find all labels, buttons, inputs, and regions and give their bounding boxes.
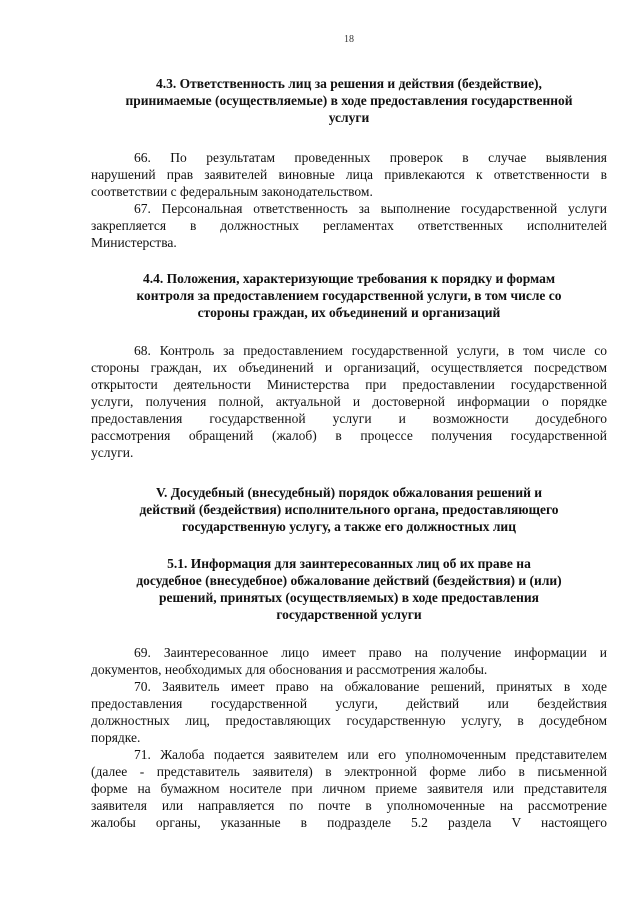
text-line: 67. Персональная ответственность за выполнение государственной услуги	[134, 201, 607, 216]
heading-line: 5.1. Информация для заинтересованных лиц об их праве на	[167, 556, 531, 571]
heading-line: V. Досудебный (внесудебный) порядок обжалования решений и	[155, 485, 543, 500]
heading-line: государственной услуги	[276, 607, 422, 622]
section-heading-v	[91, 484, 607, 535]
section-heading-4-4	[91, 270, 607, 321]
text-line: порядке.	[91, 730, 141, 745]
text-line: услуги.	[91, 445, 134, 460]
page-number: 18	[344, 34, 354, 45]
text-line: жалобы органы, указанные в подразделе 5.2 раздела V настоящего	[91, 815, 607, 830]
text-line: соответствии с федеральным законодательством.	[91, 184, 373, 199]
paragraph-71	[91, 746, 607, 831]
heading-line: действий (бездействия) исполнительного органа, предоставляющего	[139, 502, 559, 517]
paragraph-68	[91, 342, 607, 461]
text-line: Министерства.	[91, 235, 177, 250]
paragraph-70	[91, 678, 607, 746]
text-line: предоставления государственной услуги и возможности досудебного	[91, 411, 607, 426]
text-line: форме на бумажном носителе при личном приеме заявителя или представителя	[91, 781, 607, 796]
section-heading-5-1	[91, 555, 607, 623]
text-line: (далее - представитель заявителя) в электронной форме либо в письменной	[91, 764, 607, 779]
text-line: 68. Контроль за предоставлением государственной услуги, в том числе со	[134, 343, 607, 358]
text-line: заявителя или направляется по почте в уполномоченные на рассмотрение	[91, 798, 607, 813]
text-line: стороны граждан, их объединений и организаций, осуществляется посредством	[91, 360, 607, 375]
text-line: 69. Заинтересованное лицо имеет право на получение информации и	[134, 645, 607, 660]
heading-line: решений, принятых (осуществляемых) в ходе предоставления	[159, 590, 539, 605]
text-line: открытости деятельности Министерства при предоставлении государственной	[91, 377, 607, 392]
heading-line: 4.3. Ответственность лиц за решения и действия (бездействие),	[156, 76, 542, 91]
section-heading-4-3	[91, 75, 607, 126]
heading-line: 4.4. Положения, характеризующие требования к порядку и формам	[142, 271, 556, 286]
text-line: нарушений прав заявителей виновные лица привлекаются к ответственности в	[91, 167, 607, 182]
heading-line: принимаемые (осуществляемые) в ходе предоставления государственной	[125, 93, 573, 108]
text-line: должностных лиц, предоставляющих государственную услугу, в досудебном	[91, 713, 607, 728]
text-line: документов, необходимых для обоснования и рассмотрения жалобы.	[91, 662, 488, 677]
heading-line: услуги	[328, 110, 370, 125]
heading-line: стороны граждан, их объединений и организаций	[197, 305, 501, 320]
text-line: услуги, получения полной, актуальной и достоверной информации о порядке	[91, 394, 607, 409]
heading-line: досудебное (внесудебное) обжалование действий (бездействия) и (или)	[136, 573, 562, 588]
heading-line: государственную услугу, а также его должностных лиц	[181, 519, 516, 534]
text-line: закрепляется в должностных регламентах ответственных исполнителей	[91, 218, 607, 233]
text-line: 70. Заявитель имеет право на обжалование решений, принятых в ходе	[134, 679, 607, 694]
text-line: 66. По результатам проведенных проверок в случае выявления	[134, 150, 607, 165]
paragraph-69	[91, 644, 607, 678]
text-line: 71. Жалоба подается заявителем или его уполномоченным представителем	[134, 747, 607, 762]
heading-line: контроля за предоставлением государственной услуги, в том числе со	[136, 288, 562, 303]
paragraph-67	[91, 200, 607, 251]
text-line: рассмотрения обращений (жалоб) в процессе получения государственной	[91, 428, 607, 443]
paragraph-66	[91, 149, 607, 200]
text-line: предоставления государственной услуги, действий или бездействия	[91, 696, 607, 711]
